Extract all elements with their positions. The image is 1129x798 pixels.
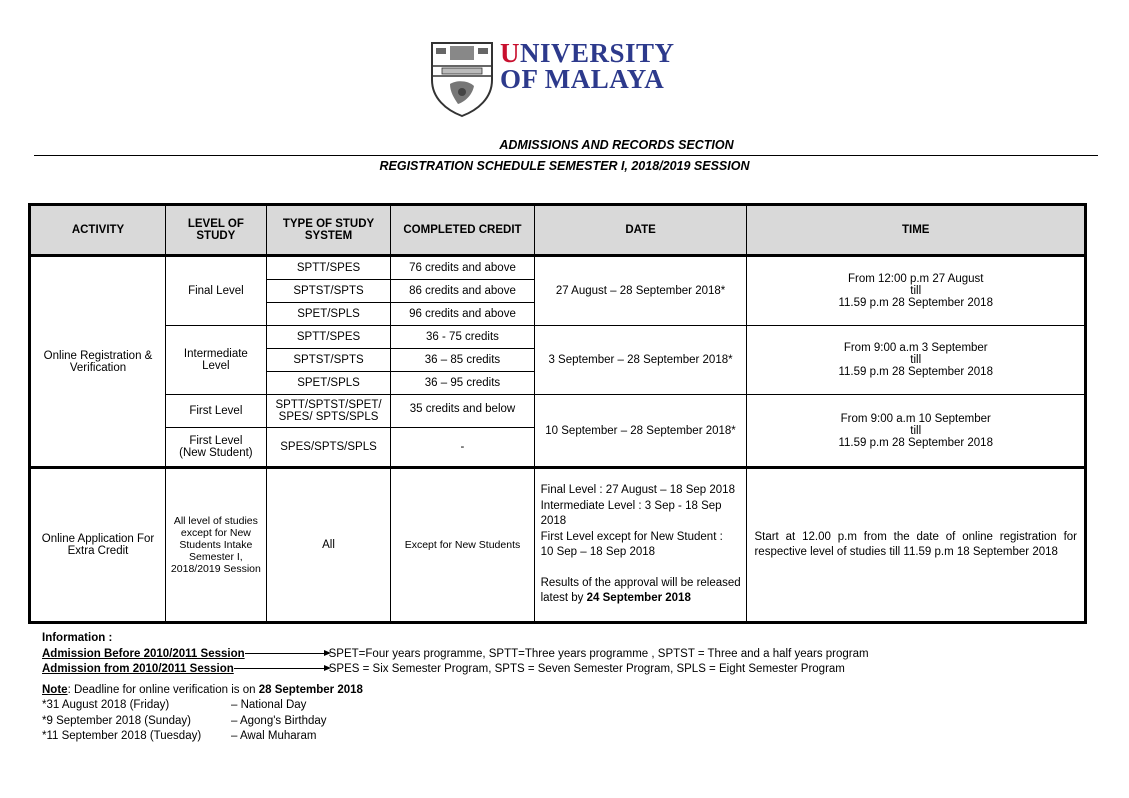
level-first-new <box>166 428 267 468</box>
credit-extra-credit: Except for New Students <box>391 468 534 623</box>
header-activity: ACTIVITY <box>30 205 166 256</box>
header-divider <box>34 155 1098 156</box>
university-name-initial: U <box>500 38 520 68</box>
date-spacer <box>541 561 744 576</box>
note-text: : Deadline for online verification is on <box>67 683 259 696</box>
credit-cell: 35 credits and below <box>391 395 534 428</box>
time-first <box>747 395 1086 468</box>
info-before-text: SPET=Four years programme, SPTT=Three years programme , SPTST = Three and a half years program <box>328 647 869 660</box>
header-type: TYPE OF STUDY SYSTEM <box>266 205 391 256</box>
table-row <box>30 468 1086 623</box>
schedule-title: REGISTRATION SCHEDULE SEMESTER I, 2018/2019 SESSION <box>379 159 750 173</box>
result-date: 24 September 2018 <box>586 592 691 605</box>
university-logo <box>428 40 688 120</box>
table-header-row <box>30 205 1086 256</box>
date-first: 10 September – 28 September 2018* <box>534 395 747 468</box>
time-line: till <box>910 424 922 437</box>
credit-cell: - <box>391 428 534 468</box>
holiday-name: – Awal Muharam <box>231 730 317 742</box>
date-line: Intermediate Level : 3 Sep - 18 Sep 2018 <box>540 499 722 528</box>
type-extra-credit: All <box>266 468 391 623</box>
time-line: 11.59 p.m 28 September 2018 <box>838 297 993 309</box>
holiday-date: *9 September 2018 (Sunday) <box>42 714 191 727</box>
type-cell: SPTST/SPTS <box>266 349 391 372</box>
type-cell: SPES/SPTS/SPLS <box>266 428 391 468</box>
type-cell: SPTT/SPES <box>266 326 391 349</box>
time-final <box>747 256 1086 326</box>
date-intermediate: 3 September – 28 September 2018* <box>534 326 747 395</box>
header-level: LEVEL OF STUDY <box>166 205 267 256</box>
credit-cell: 76 credits and above <box>391 256 534 280</box>
credit-cell: 96 credits and above <box>391 303 534 326</box>
date-final: 27 August – 28 September 2018* <box>534 256 747 326</box>
date-extra-credit <box>534 468 747 623</box>
credit-cell: 36 - 75 credits <box>391 326 534 349</box>
header-time: TIME <box>747 205 1086 256</box>
level-first: First Level <box>166 395 267 428</box>
table-row <box>30 256 1086 280</box>
university-name-line1 <box>500 40 675 66</box>
type-cell: SPTST/SPTS <box>266 280 391 303</box>
level-line: First Level <box>189 435 243 447</box>
date-line: 10 Sep – 18 Sep 2018 <box>540 546 656 559</box>
header-date: DATE <box>534 205 747 256</box>
info-from-text: SPES = Six Semester Program, SPTS = Seven Semester Program, SPLS = Eight Semester Program <box>328 663 845 675</box>
time-intermediate <box>747 326 1086 395</box>
holiday-name: – National Day <box>231 699 307 711</box>
holiday-date: *11 September 2018 (Tuesday) <box>42 730 202 742</box>
arrow-right-icon <box>234 668 329 669</box>
level-final: Final Level <box>166 256 267 326</box>
header-credit: COMPLETED CREDIT <box>391 205 534 256</box>
time-line: 11.59 p.m 28 September 2018 <box>838 436 993 449</box>
table-row <box>30 395 1086 428</box>
note-row <box>42 683 869 699</box>
information-section <box>42 631 869 745</box>
date-line: Final Level : 27 August – 18 Sep 2018 <box>540 484 735 497</box>
arrow-right-icon <box>245 653 329 654</box>
time-line: till <box>910 285 922 297</box>
note-label: Note <box>42 683 68 696</box>
time-line: till <box>910 354 922 366</box>
registration-schedule-table <box>28 203 1087 624</box>
credit-cell: 36 – 85 credits <box>391 349 534 372</box>
activity-online-registration: Online Registration & Verification <box>30 256 166 468</box>
type-cell: SPET/SPLS <box>266 372 391 395</box>
holiday-name: – Agong's Birthday <box>231 714 327 727</box>
university-name <box>500 40 675 92</box>
holiday-item <box>42 698 869 714</box>
info-before-label: Admission Before 2010/2011 Session <box>42 647 245 660</box>
info-from-label: Admission from 2010/2011 Session <box>42 663 234 675</box>
time-line: From 9:00 a.m 3 September <box>843 342 988 354</box>
activity-extra-credit: Online Application For Extra Credit <box>30 468 166 623</box>
result-text: Results of the approval will be released latest by <box>540 576 741 605</box>
time-extra-credit: Start at 12.00 p.m from the date of online registration for respective level of studies till 11.59 p.m 18 September 2018 <box>747 468 1086 623</box>
credit-cell: 36 – 95 credits <box>391 372 534 395</box>
info-before-row <box>42 647 869 663</box>
time-line: From 12:00 p.m 27 August <box>847 273 984 285</box>
level-intermediate: Intermediate Level <box>166 326 267 395</box>
university-name-rest: NIVERSITY <box>520 38 675 68</box>
type-cell: SPTT/SPTST/SPET/ SPES/ SPTS/SPLS <box>266 395 391 428</box>
credit-cell: 86 credits and above <box>391 280 534 303</box>
type-cell: SPTT/SPES <box>266 256 391 280</box>
section-title: ADMISSIONS AND RECORDS SECTION <box>499 138 734 152</box>
holiday-date: *31 August 2018 (Friday) <box>42 699 170 711</box>
university-crest-icon <box>428 40 496 118</box>
holiday-item <box>42 714 869 730</box>
time-line: From 9:00 a.m 10 September <box>840 412 991 425</box>
info-label: Information : <box>42 632 113 644</box>
level-line: (New Student) <box>179 447 253 459</box>
note-date: 28 September 2018 <box>258 683 363 696</box>
info-from-row <box>42 662 869 678</box>
level-extra-credit: All level of studies except for New Students Intake Semester I, 2018/2019 Session <box>166 468 267 623</box>
date-line: First Level except for New Student : <box>540 530 723 543</box>
university-name-line2: OF MALAYA <box>500 64 665 94</box>
date-result <box>541 576 744 607</box>
time-line: 11.59 p.m 28 September 2018 <box>838 366 993 378</box>
type-cell: SPET/SPLS <box>266 303 391 326</box>
holiday-item <box>42 729 869 745</box>
table-row <box>30 326 1086 349</box>
